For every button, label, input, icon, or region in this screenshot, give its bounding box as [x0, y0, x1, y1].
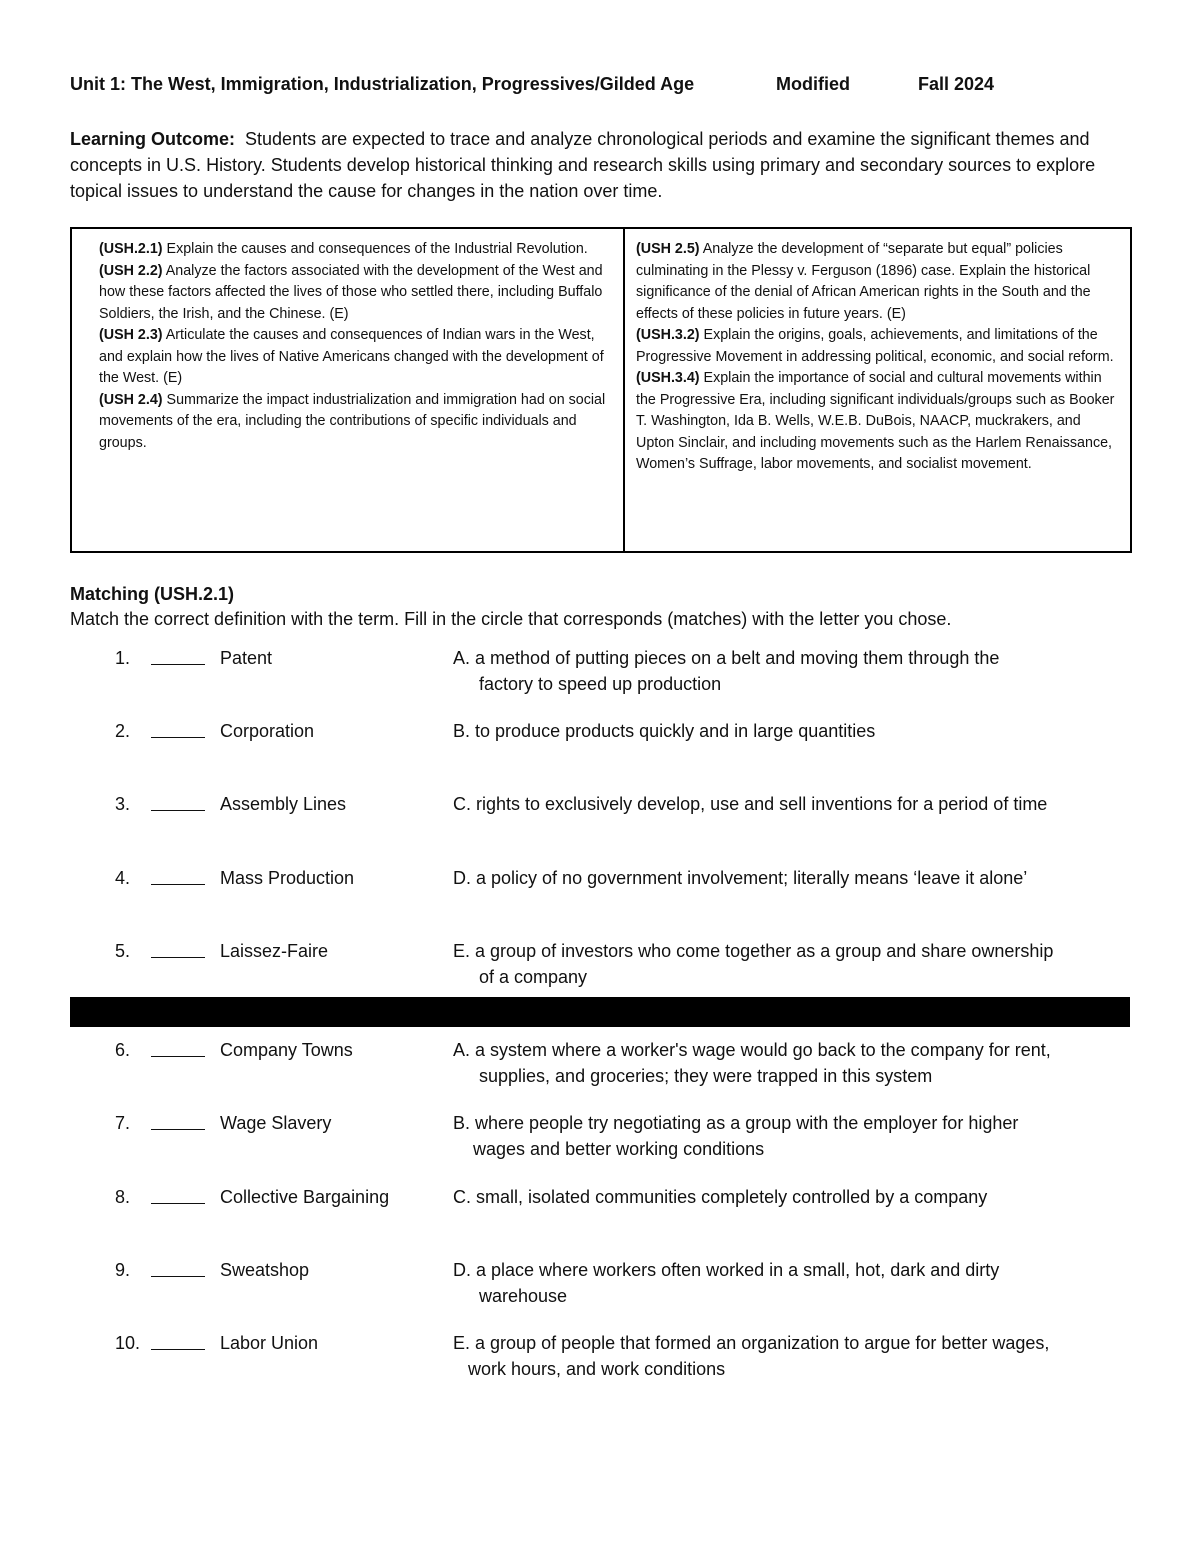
standard-entry [636, 325, 1120, 368]
standard-code: (USH 2.3) [99, 327, 163, 343]
item-number: 7. [115, 1113, 131, 1133]
item-number: 10. [115, 1333, 141, 1353]
definition-letter: E. [453, 1333, 471, 1353]
learning-outcome [70, 126, 1135, 204]
item-number: 4. [115, 868, 131, 888]
item-definition [453, 791, 1133, 817]
definition-line-1: small, isolated communities completely controlled by a company [476, 1187, 988, 1207]
item-term: Corporation [220, 721, 315, 741]
item-number: 2. [115, 721, 131, 741]
definition-line-1: a group of people that formed an organization to argue for better wages, [475, 1333, 1050, 1353]
definition-line-1: a place where workers often worked in a small, hot, dark and dirty [476, 1260, 1000, 1280]
item-term: Patent [220, 648, 273, 668]
item-definition [453, 938, 1133, 990]
definition-letter: B. [453, 1113, 471, 1133]
answer-blank[interactable] [151, 957, 205, 958]
standard-entry [636, 368, 1120, 476]
matching-instructions: Match the correct definition with the term. Fill in the circle that corresponds (matches) with the letter you chose. [70, 609, 952, 629]
answer-blank[interactable] [151, 1276, 205, 1277]
item-number: 8. [115, 1187, 131, 1207]
item-number: 1. [115, 648, 131, 668]
answer-blank[interactable] [151, 1056, 205, 1057]
definition-line-1: a group of investors who come together as a group and share ownership [475, 941, 1054, 961]
answer-blank[interactable] [151, 1129, 205, 1130]
standard-entry [99, 325, 609, 390]
definition-line-2: warehouse [479, 1286, 568, 1306]
definition-letter: A. [453, 1040, 471, 1060]
standard-code: (USH.3.4) [636, 370, 700, 386]
standard-code: (USH.3.2) [636, 327, 700, 343]
definition-line-2: supplies, and groceries; they were trapped in this system [479, 1066, 933, 1086]
definition-letter: A. [453, 648, 471, 668]
item-definition [453, 1330, 1133, 1382]
learning-outcome-text: Students are expected to trace and analyze chronological periods and examine the significant themes and concepts in U.S. History. Students develop historical thinking and research skills using primary and secondary sources to explore topical issues to understand the cause for changes in the nation over time. [70, 129, 1096, 201]
definition-line-1: where people try negotiating as a group with the employer for higher [475, 1113, 1019, 1133]
item-number: 6. [115, 1040, 131, 1060]
definition-line-1: a method of putting pieces on a belt and moving them through the [475, 648, 1000, 668]
definition-line-2: factory to speed up production [479, 674, 722, 694]
standard-code: (USH 2.2) [99, 262, 163, 279]
item-definition [453, 718, 1133, 744]
standard-text: Analyze the development of “separate but equal” policies culminating in the Plessy v. Ferguson (1896) case. Explain the historical significance of the denial of African American rights in the South and the effects of these policies in future years. (E) [636, 241, 1091, 322]
standard-entry [99, 261, 609, 326]
item-term: Company Towns [220, 1040, 353, 1060]
standard-entry [636, 239, 1120, 325]
definition-line-1: rights to exclusively develop, use and sell inventions for a period of time [476, 794, 1048, 814]
answer-blank[interactable] [151, 664, 205, 665]
definition-line-2: of a company [479, 967, 588, 987]
definition-letter: D. [453, 868, 471, 888]
standard-text: Analyze the factors associated with the development of the West and how these factors affected the lives of those who settled there, including Buffalo Soldiers, the Irish, and the Chinese. (E) [99, 262, 603, 322]
standard-text: Explain the importance of social and cultural movements within the Progressive Era, including significant individuals/groups such as Booker T. Washington, Ida B. Wells, W.E.B. DuBois, NAACP, muckrakers, and Upton Sinclair, and including movements such as the Harlem Renaissance, Women’s Suffrage, labor movements, and socialist movement. [636, 370, 1115, 472]
learning-outcome-label: Learning Outcome: [70, 129, 236, 149]
item-term: Collective Bargaining [220, 1187, 390, 1207]
item-term: Laissez-Faire [220, 941, 329, 961]
standards-table [70, 227, 1132, 553]
item-definition [453, 865, 1133, 891]
definition-line-2: wages and better working conditions [473, 1139, 765, 1159]
definition-line-2: work hours, and work conditions [468, 1359, 726, 1379]
standard-code: (USH.2.1) [99, 241, 163, 257]
item-definition [453, 1184, 1133, 1210]
item-definition [453, 1037, 1133, 1089]
answer-blank[interactable] [151, 884, 205, 885]
item-term: Wage Slavery [220, 1113, 332, 1133]
item-definition [453, 1257, 1133, 1309]
standard-text: Articulate the causes and consequences of Indian wars in the West, and explain how the lives of Native Americans changed with the development of the West. (E) [99, 327, 604, 386]
definition-letter: B. [453, 721, 471, 741]
definition-line-1: a policy of no government involvement; literally means ‘leave it alone’ [476, 868, 1028, 888]
standard-code: (USH 2.5) [636, 241, 700, 257]
definition-letter: E. [453, 941, 471, 961]
standard-text: Summarize the impact industrialization and immigration had on social movements of the era, including the contributions of specific individuals and groups. [99, 391, 606, 451]
column-divider [623, 229, 625, 551]
matching-title: Matching (USH.2.1) [70, 584, 235, 604]
answer-blank[interactable] [151, 1203, 205, 1204]
term-label: Fall 2024 [918, 74, 995, 94]
unit-title: Unit 1: The West, Immigration, Industrialization, Progressives/Gilded Age [70, 74, 695, 94]
item-term: Labor Union [220, 1333, 319, 1353]
item-term: Mass Production [220, 868, 355, 888]
answer-blank[interactable] [151, 737, 205, 738]
item-term: Sweatshop [220, 1260, 310, 1280]
standard-text: Explain the causes and consequences of the Industrial Revolution. [162, 241, 588, 257]
section-divider-bar [70, 997, 1130, 1027]
standards-right-column [636, 239, 1120, 476]
item-definition [453, 1110, 1133, 1162]
standard-code: (USH 2.4) [99, 391, 163, 408]
definition-line-1: to produce products quickly and in large quantities [475, 721, 876, 741]
definition-letter: D. [453, 1260, 471, 1280]
answer-blank[interactable] [151, 1349, 205, 1350]
standards-left-column [99, 239, 609, 454]
definition-letter: C. [453, 794, 471, 814]
definition-line-1: a system where a worker's wage would go back to the company for rent, [475, 1040, 1051, 1060]
standard-text: Explain the origins, goals, achievements, and limitations of the Progressive Movement in addressing political, economic, and social reform. [636, 327, 1114, 365]
item-definition [453, 645, 1133, 697]
item-term: Assembly Lines [220, 794, 347, 814]
answer-blank[interactable] [151, 810, 205, 811]
modified-label: Modified [776, 74, 850, 94]
standard-entry [99, 239, 609, 261]
item-number: 5. [115, 941, 131, 961]
item-number: 3. [115, 794, 131, 814]
definition-letter: C. [453, 1187, 471, 1207]
standard-entry [99, 390, 609, 455]
item-number: 9. [115, 1260, 131, 1280]
